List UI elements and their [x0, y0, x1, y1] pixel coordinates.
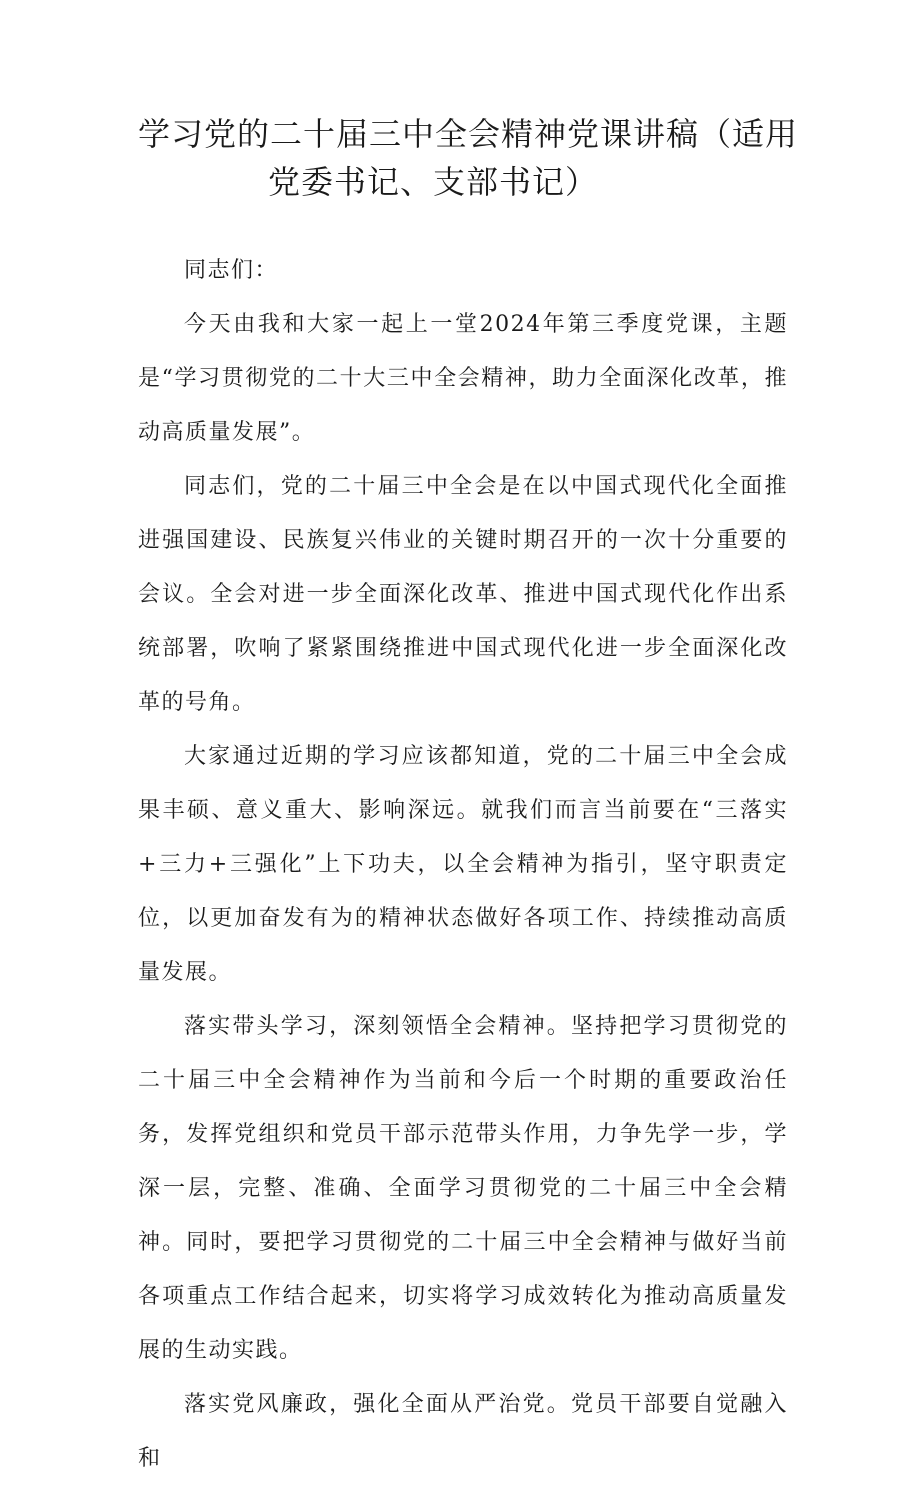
greeting: 同志们：: [184, 258, 279, 283]
paragraph-5: 落实党风廉政，强化全面从严治党。党员干部要自觉融入和: [138, 1392, 788, 1471]
paragraph-1: 今天由我和大家一起上一堂2024年第三季度党课，主题是“学习贯彻党的二十大三中全会精神，助力全面深化改革，推动高质量发展”。: [138, 312, 788, 445]
paragraph-2: 同志们，党的二十届三中全会是在以中国式现代化全面推进强国建设、民族复兴伟业的关键时期召开的一次十分重要的会议。全会对进一步全面深化改革、推进中国式现代化作出系统部署，吹响了紧紧围绕推进中国式现代化进一步全面深化改革的号角。: [138, 474, 788, 715]
title-line-2: 党委书记、支部书记）: [268, 163, 599, 201]
document-body: [138, 244, 788, 1486]
paragraph-3: 大家通过近期的学习应该都知道，党的二十届三中全会成果丰硕、意义重大、影响深远。就我们而言当前要在“三落实+三力+三强化”上下功夫，以全会精神为指引，坚守职责定位，以更加奋发有为的精神状态做好各项工作、持续推动高质量发展。: [138, 744, 788, 985]
title-line-1: 学习党的二十届三中全会精神党课讲稿（适用: [138, 115, 799, 153]
paragraph-4: 落实带头学习，深刻领悟全会精神。坚持把学习贯彻党的二十届三中全会精神作为当前和今后一个时期的重要政治任务，发挥党组织和党员干部示范带头作用，力争先学一步，学深一层，完整、准确、全面学习贯彻党的二十届三中全会精神。同时，要把学习贯彻党的二十届三中全会精神与做好当前各项重点工作结合起来，切实将学习成效转化为推动高质量发展的生动实践。: [138, 1014, 788, 1363]
document-title: [138, 110, 798, 206]
